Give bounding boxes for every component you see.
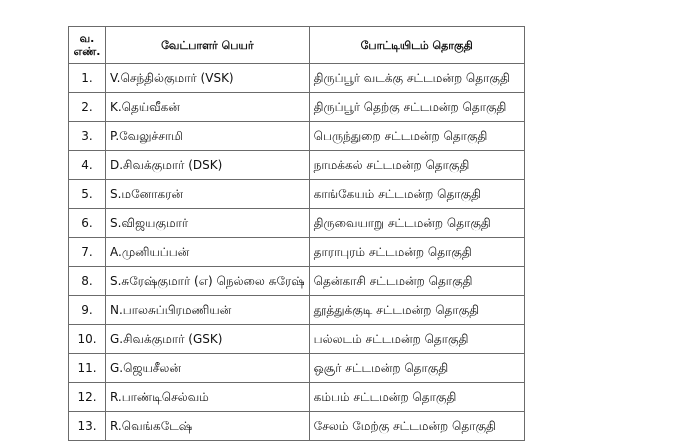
- cell-candidate-name: P.வேலுச்சாமி: [106, 122, 310, 151]
- cell-constituency: தூத்துக்குடி சட்டமன்ற தொகுதி: [309, 296, 524, 325]
- cell-candidate-name: K.தெய்வீகன்: [106, 93, 310, 122]
- cell-constituency: நாமக்கல் சட்டமன்ற தொகுதி: [309, 151, 524, 180]
- cell-serial-number: 7.: [69, 238, 106, 267]
- cell-serial-number: 4.: [69, 151, 106, 180]
- cell-serial-number: 12.: [69, 383, 106, 412]
- cell-candidate-name: S.மனோகரன்: [106, 180, 310, 209]
- header-candidate-name-label: வேட்பாளர் பெயர்: [161, 38, 254, 52]
- cell-candidate-name: D.சிவக்குமார் (DSK): [106, 151, 310, 180]
- table-row: [69, 412, 525, 441]
- cell-candidate-name: N.பாலசுப்பிரமணியன்: [106, 296, 310, 325]
- table-row: [69, 151, 525, 180]
- header-serial-number-label: வ. எண்.: [73, 32, 101, 58]
- cell-serial-number: 13.: [69, 412, 106, 441]
- table-row: [69, 122, 525, 151]
- cell-constituency: தாராபுரம் சட்டமன்ற தொகுதி: [309, 238, 524, 267]
- table-row: [69, 296, 525, 325]
- table-row: [69, 64, 525, 93]
- cell-constituency: திருவையாறு சட்டமன்ற தொகுதி: [309, 209, 524, 238]
- cell-serial-number: 9.: [69, 296, 106, 325]
- cell-serial-number: 11.: [69, 354, 106, 383]
- header-constituency-label: போட்டியிடம் தொகுதி: [360, 38, 473, 52]
- cell-constituency: பெருந்துறை சட்டமன்ற தொகுதி: [309, 122, 524, 151]
- cell-serial-number: 6.: [69, 209, 106, 238]
- table-row: [69, 383, 525, 412]
- table-row: [69, 180, 525, 209]
- cell-constituency: திருப்பூர் தெற்கு சட்டமன்ற தொகுதி: [309, 93, 524, 122]
- header-candidate-name: [106, 27, 310, 64]
- cell-constituency: திருப்பூர் வடக்கு சட்டமன்ற தொகுதி: [309, 64, 524, 93]
- cell-constituency: காங்கேயம் சட்டமன்ற தொகுதி: [309, 180, 524, 209]
- table-row: [69, 267, 525, 296]
- cell-candidate-name: R.வெங்கடேஷ்: [106, 412, 310, 441]
- cell-serial-number: 5.: [69, 180, 106, 209]
- cell-candidate-name: R.பாண்டிசெல்வம்: [106, 383, 310, 412]
- cell-serial-number: 8.: [69, 267, 106, 296]
- cell-constituency: ஒசூர் சட்டமன்ற தொகுதி: [309, 354, 524, 383]
- table-row: [69, 209, 525, 238]
- table-row: [69, 93, 525, 122]
- table-body: [69, 64, 525, 441]
- cell-serial-number: 1.: [69, 64, 106, 93]
- cell-constituency: பல்லடம் சட்டமன்ற தொகுதி: [309, 325, 524, 354]
- cell-candidate-name: G.சிவக்குமார் (GSK): [106, 325, 310, 354]
- table-row: [69, 354, 525, 383]
- cell-serial-number: 10.: [69, 325, 106, 354]
- cell-constituency: சேலம் மேற்கு சட்டமன்ற தொகுதி: [309, 412, 524, 441]
- cell-constituency: தென்காசி சட்டமன்ற தொகுதி: [309, 267, 524, 296]
- cell-candidate-name: A.முனியப்பன்: [106, 238, 310, 267]
- candidate-table: [68, 26, 525, 441]
- cell-serial-number: 2.: [69, 93, 106, 122]
- cell-constituency: கம்பம் சட்டமன்ற தொகுதி: [309, 383, 524, 412]
- cell-candidate-name: S.விஜயகுமார்: [106, 209, 310, 238]
- cell-candidate-name: G.ஜெயசீலன்: [106, 354, 310, 383]
- table-row: [69, 325, 525, 354]
- header-constituency: [309, 27, 524, 64]
- cell-serial-number: 3.: [69, 122, 106, 151]
- cell-candidate-name: S.சுரேஷ்குமார் (எ) நெல்லை சுரேஷ்: [106, 267, 310, 296]
- table-row: [69, 238, 525, 267]
- header-serial-number: [69, 27, 106, 64]
- cell-candidate-name: V.செந்தில்குமார் (VSK): [106, 64, 310, 93]
- table-header-row: [69, 27, 525, 64]
